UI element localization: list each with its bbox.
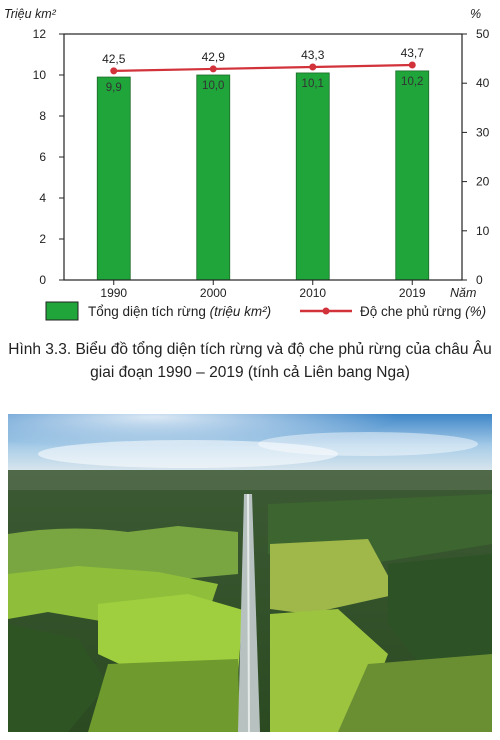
line-value-label: 43,7 [400,45,424,60]
combo-chart [0,0,500,335]
legend-line-label: Độ che phủ rừng (%) [360,304,487,319]
coverage-point-2010 [309,63,316,70]
coverage-point-1990 [110,67,117,74]
bar-1990 [97,77,130,280]
caption-line-1: Hình 3.3. Biểu đồ tổng diện tích rừng và độ che phủ rừng của châu Âu [8,341,492,358]
legend-line-marker [323,308,330,315]
y-left-tick-label: 0 [39,273,46,287]
figure-caption [0,338,500,384]
legend-bar-swatch [46,302,78,320]
y-left-tick-label: 6 [39,150,46,164]
x-tick-label: 2010 [299,286,327,300]
coverage-line [114,65,413,71]
legend-bar-label: Tổng diện tích rừng (triệu km²) [88,304,272,319]
y-right-axis-title: % [470,7,482,21]
y-left-axis-title: Triệu km² [4,7,56,21]
y-left-tick-label: 8 [39,109,46,123]
x-tick-label: 2019 [398,286,426,300]
caption-line-2: giai đoạn 1990 – 2019 (tính cả Liên bang Nga) [90,364,410,381]
bar-value-label: 10,1 [301,77,324,90]
y-right-tick-label: 10 [476,223,490,238]
y-left-tick-label: 4 [39,191,46,205]
bar-value-label: 10,2 [401,75,424,88]
y-right-tick-label: 40 [476,76,490,91]
line-value-label: 42,5 [102,51,126,66]
x-tick-label: 1990 [100,286,128,300]
bar-2010 [296,73,329,280]
y-right-tick-label: 0 [476,273,483,287]
coverage-point-2019 [409,61,416,68]
y-right-tick-label: 30 [476,125,490,140]
forest-landscape-photo [8,414,492,732]
x-tick-label: 2000 [199,286,227,300]
bar-2000 [197,75,230,280]
y-left-tick-label: 12 [32,27,46,41]
bar-2019 [396,71,429,280]
y-left-tick-label: 2 [39,232,46,246]
coverage-point-2000 [210,65,217,72]
y-right-tick-label: 50 [476,27,490,41]
bar-value-label: 9,9 [105,82,122,95]
bar-value-label: 10,0 [202,80,225,92]
line-value-label: 43,3 [301,47,325,62]
x-axis-title: Năm [450,286,477,300]
line-value-label: 42,9 [201,49,225,64]
y-right-tick-label: 20 [476,174,490,189]
y-left-tick-label: 10 [32,68,46,82]
